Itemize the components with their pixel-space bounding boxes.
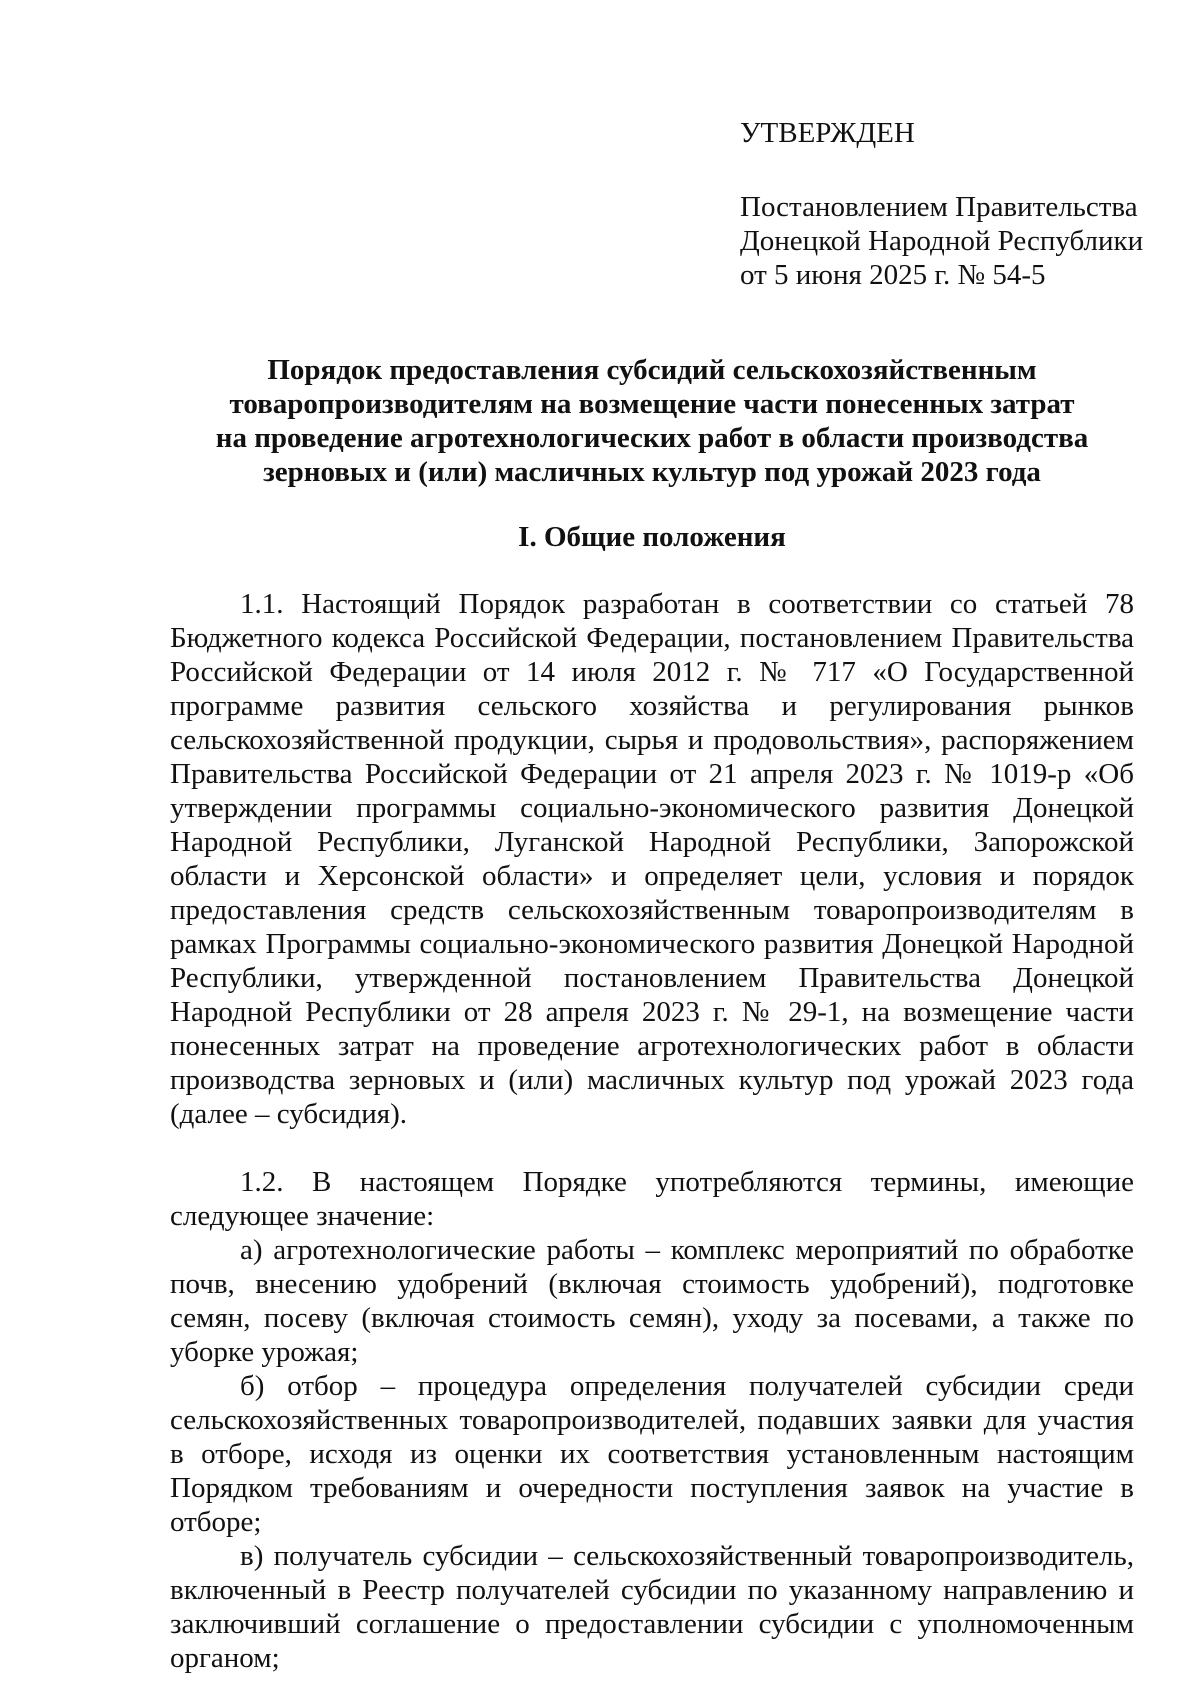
approval-stamp: УТВЕРЖДЕН (740, 117, 915, 149)
title-line: Порядок предоставления субсидий сельскохозяйственным (267, 354, 1037, 386)
approval-block (740, 116, 1144, 292)
approval-line: от 5 июня 2025 г. № 54-5 (740, 259, 1046, 291)
definition-v: в) получатель субсидии – сельскохозяйственный товаропроизводитель, включенный в Реестр получателей субсидии по указанному направлению и заключивший соглашение о предоставлении субсидии с уполномоченным органом; (170, 1540, 1134, 1674)
paragraph-1-2: 1.2. В настоящем Порядке употребляются термины, имеющие следующее значение: (170, 1166, 1134, 1232)
title-line: зерновых и (или) масличных культур под урожай 2023 года (263, 456, 1041, 488)
document-body (170, 587, 1134, 1675)
title-line: на проведение агротехнологических работ в области производства (215, 422, 1089, 454)
paragraph-1-1: 1.1. Настоящий Порядок разработан в соответствии со статьей 78 Бюджетного кодекса Российской Федерации, постановлением Правительства Российской Федерации от 14 июля 2012 г. № 717 «О Государственной программе развития сельского хозяйства и регулирования рынков сельскохозяйственной продукции, сырья и продовольствия», распоряжением Правительства Российской Федерации от 21 апреля 2023 г. № 1019-р «Об утверждении программы социально-экономического развития Донецкой Народной Республики, Луганской Народной Республики, Запорожской области и Херсонской области» и определяет цели, условия и порядок предоставления средств сельскохозяйственным товаропроизводителям в рамках Программы социально-экономического развития Донецкой Народной Республики, утвержденной постановлением Правительства Донецкой Народной Республики от 28 апреля 2023 г. № 29-1, на возмещение части понесенных затрат на проведение агротехнологических работ в области производства зерновых и (или) масличных культур под урожай 2023 года (далее – субсидия). (170, 588, 1134, 1130)
document-title (170, 353, 1134, 489)
section-heading: I. Общие положения (518, 521, 786, 553)
title-line: товаропроизводителям на возмещение части понесенных затрат (229, 388, 1075, 420)
definition-a: а) агротехнологические работы – комплекс мероприятий по обработке почв, внесению удобрений (включая стоимость удобрений), подготовке семян, посеву (включая стоимость семян), уходу за посевами, а также по уборке урожая; (170, 1234, 1134, 1368)
approval-line: Постановлением Правительства (740, 191, 1138, 223)
approval-line: Донецкой Народной Республики (740, 225, 1144, 257)
definition-b: б) отбор – процедура определения получателей субсидии среди сельскохозяйственных товаропроизводителей, подавших заявки для участия в отборе, исходя из оценки их соответствия установленным настоящим Порядком требованиям и очередности поступления заявок на участие в отборе; (170, 1370, 1134, 1538)
